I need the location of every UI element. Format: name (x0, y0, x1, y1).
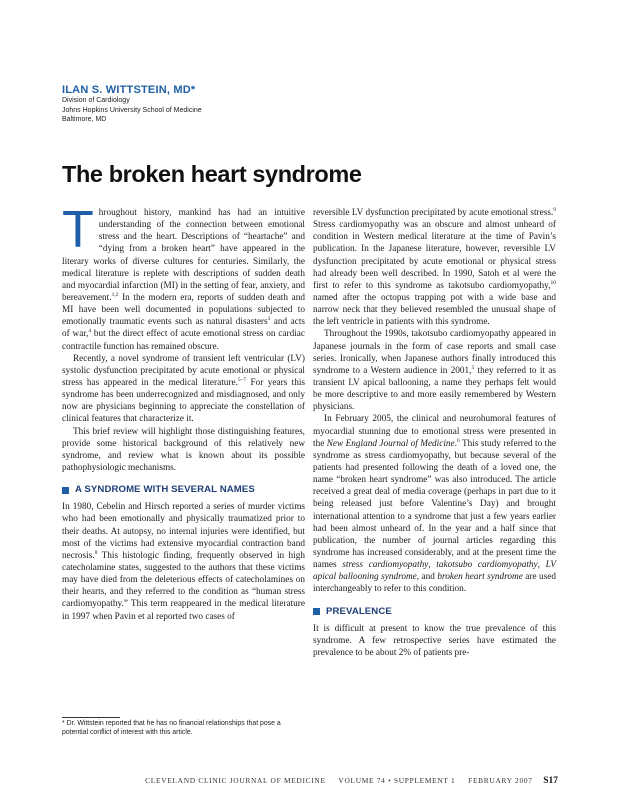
author-block (62, 84, 362, 125)
article-title: The broken heart syndrome (62, 161, 362, 187)
paragraph-prevalence: It is difficult at present to know the true prevalence of this syndrome. A few retrospective series have estimated the prevalence to be about 2% of patients pre- (313, 623, 556, 658)
paragraph-cebelin: In 1980, Cebelin and Hirsch reported a series of murder victims who had been emotionally and physically traumatized prior to their deaths. At autopsy, no internal injuries were identified, but most of the victims had extensive myocardial contraction band necrosis.$^8$ This histologic finding, frequently observed in high catecholamine states, suggested to the authors that these victims may have died from the deleterious effects of catecholamines on their hearts, and they referred to the condition as “human stress cardiomyopathy.” This term reappeared in the medical literature in 1997 when Pavin et al reported two cases of (62, 502, 305, 622)
affiliation-school: Johns Hopkins University School of Medicine (62, 106, 202, 114)
footer-date: FEBRUARY 2007 (468, 776, 533, 785)
footer-journal: CLEVELAND CLINIC JOURNAL OF MEDICINE (145, 776, 326, 785)
footnote-rule (62, 717, 120, 718)
page-footer (0, 776, 558, 786)
drop-cap: T (62, 201, 94, 259)
affiliation-division: Division of Cardiology (62, 97, 130, 104)
paragraph-1990s: Throughout the 1990s, takotsubo cardiomyopathy appeared in Japanese journals in the form of case reports and small case series. Ironically, when Japanese authors finally introduced this syndrome to a Western audience in 2001,$^5$ they referred to it as transient LV apical ballooning, a name they perhaps felt would be more descriptive to and more easily remembered by Western physicians. (313, 329, 556, 413)
author-name: ILAN S. WITTSTEIN, MD* (62, 84, 196, 96)
right-column (313, 207, 556, 659)
affiliation-city: Baltimore, MD (62, 116, 107, 124)
paragraph-review: This brief review will highlight those distinguishing features, provide some historical background of this relatively new syndrome, and review what is known about its possible pathophysiologic mechanisms. (62, 426, 305, 473)
paragraph-intro: Throughout history, mankind has had an intuitive understanding of the connection between emotional stress and the heart. Descriptions of “heartache” and “dying from a broken heart” have appeared in the literary works of diverse cultures for centuries. Similarly, the medical literature is replete with descriptions of sudden death and myocardial infarction (MI) in the setting of fear, anxiety, and bereavement.$^{1,2}$ In the modern era, reports of sudden death and MI have been well documented in populations subjected to emotionally traumatic events such as natural disasters$^3$ and acts of war,$^4$ but the direct effect of acute emotional stress on cardiac contractile function has remained obscure. (62, 201, 305, 352)
paragraph-2005: In February 2005, the clinical and neurohumoral features of myocardial stunning due to emotional stress were presented in the New England Journal of Medicine.$^6$ This study referred to the syndrome as stress cardiomyopathy, but because several of the patients had presented following the death of a loved one, the name “broken heart syndrome” was also introduced. The article received a great deal of media coverage (perhaps in part due to it being released just before Valentine’s Day) and brought international attention to a syndrome that just a few years earlier had been almost unheard of. In the year and a half since that publication, the number of journal articles regarding this syndrome has increased considerably, and at the present time the names stress cardiomyopathy, takotsubo cardiomyopathy, LV apical ballooning syndrome, and broken heart syndrome are used interchangeably to refer to this condition. (313, 414, 557, 595)
section-heading-prevalence: PREVALENCE (313, 606, 556, 618)
left-column (62, 201, 305, 623)
heading-bullet-icon (313, 608, 320, 615)
footer-volume: VOLUME 74 • SUPPLEMENT 1 (338, 776, 456, 785)
heading-bullet-icon (62, 487, 69, 494)
page-number: S17 (543, 776, 558, 786)
footnote: * Dr. Wittstein reported that he has no financial relationships that pose a potential conflict of interest with this article. (62, 720, 281, 736)
section-heading-names: A SYNDROME WITH SEVERAL NAMES (62, 484, 305, 496)
paragraph-recently: Recently, a novel syndrome of transient left ventricular (LV) systolic dysfunction precipitated by acute emotional or physical stress has appeared in the medical literature.$^{5-7}$ For years this syndrome has been underrecognized and misdiagnosed, and only now are physicians beginning to appreciate the constellation of clinical features that characterize it. (62, 353, 305, 425)
paragraph-pavin: reversible LV dysfunction precipitated by acute emotional stress.$^9$ Stress cardiomyopathy was an obscure and almost unheard of condition in Western medical literature at the time of Pavin’s publication. In the Japanese literature, however, reversible LV dysfunction precipitated by acute emotional or physical stress had already been well described. In 1990, Satoh et al were the first to refer to this syndrome as takotsubo cardiomyopathy,$^{10}$ named after the octopus trapping pot with a wide base and narrow neck that they believed resembled the unusual shape of the left ventricle in patients with this syndrome. (313, 206, 556, 328)
